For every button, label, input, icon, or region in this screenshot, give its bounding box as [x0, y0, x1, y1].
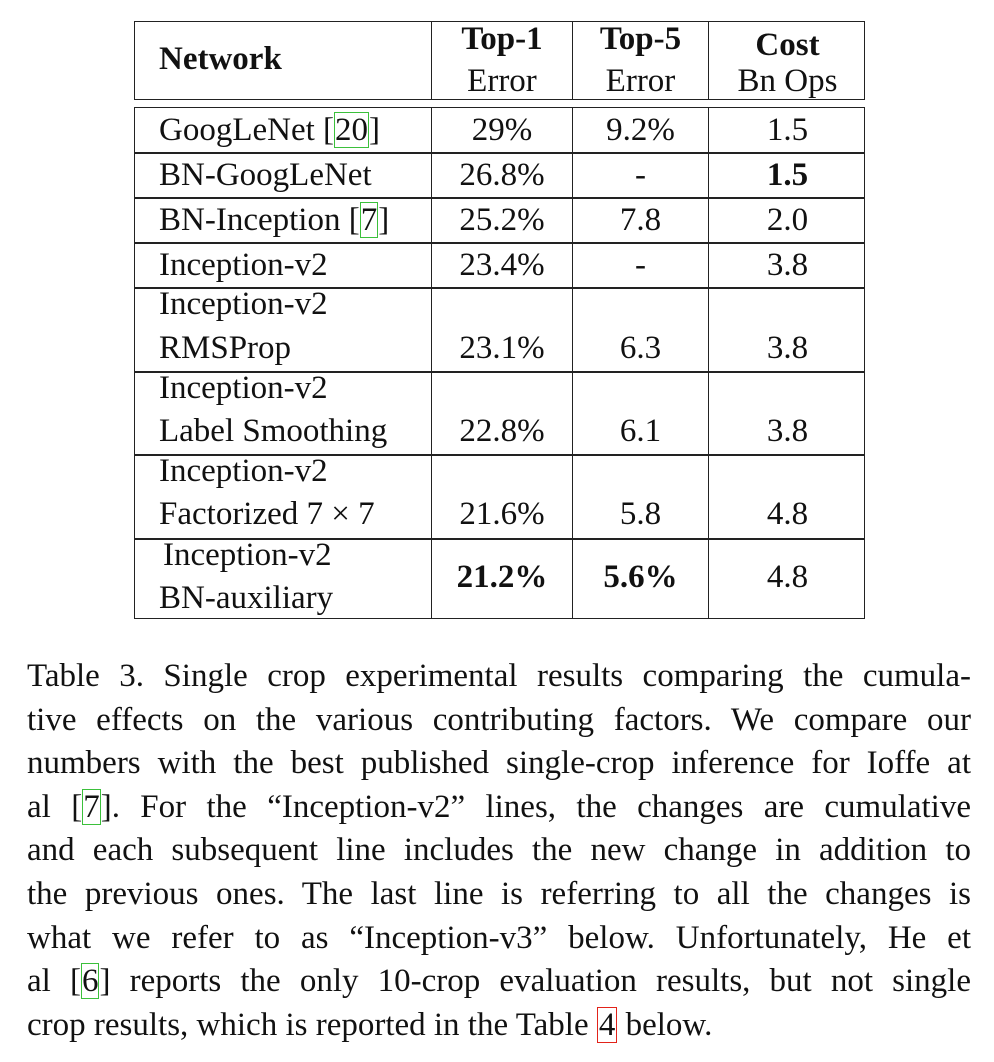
- header-top1-cell: [431, 22, 572, 99]
- network-cell: [135, 372, 431, 455]
- caption-line: tive effects on the various contributing factors. We compare our: [27, 701, 971, 738]
- table-row: [134, 287, 865, 373]
- top1-cell: [431, 243, 572, 288]
- table-row: [134, 242, 865, 289]
- header-network: Network: [159, 41, 282, 77]
- cost-cell: [708, 243, 866, 288]
- network-label: BN-Inception: [159, 202, 341, 238]
- caption-line: Table 3. Single crop experimental results comparing the cumula-: [27, 658, 971, 694]
- network-cell: [135, 153, 431, 198]
- cost-cell: [708, 372, 866, 455]
- top5-cell: [572, 153, 708, 198]
- network-name-line2: Label Smoothing: [159, 413, 388, 449]
- table-row: [134, 107, 865, 154]
- network-name: Inception-v2: [159, 247, 328, 283]
- top1-cell: [431, 372, 572, 455]
- header-top1-sub: Error: [467, 63, 537, 99]
- table-row: [134, 538, 865, 619]
- header-top5-title: Top-5: [599, 21, 682, 57]
- caption-line: and each subsequent line includes the new change in addition to: [27, 832, 971, 869]
- caption-text: al: [27, 788, 72, 825]
- top5-cell: [572, 243, 708, 288]
- header-cost-cell: [708, 22, 866, 99]
- network-cell: [135, 243, 431, 288]
- top5-cell: [572, 108, 708, 153]
- network-cell: [135, 198, 431, 243]
- cost-value: 3.8: [766, 413, 809, 449]
- top1-value: 22.8%: [459, 413, 545, 449]
- network-name-line1: Inception-v2: [159, 286, 328, 322]
- caption-text: al: [27, 963, 70, 1000]
- cost-value: 4.8: [766, 496, 809, 532]
- top5-cell: [572, 288, 708, 372]
- table-caption: [27, 655, 971, 1047]
- top1-cell: [431, 198, 572, 243]
- network-name: BN-Inception [7]: [159, 202, 390, 238]
- top5-value: 7.8: [619, 202, 662, 238]
- cost-value: 3.8: [766, 247, 809, 283]
- top1-cell: [431, 288, 572, 372]
- network-cell: [135, 108, 431, 153]
- network-name-line1: Inception-v2: [163, 537, 332, 573]
- network-cell: [135, 539, 431, 618]
- top1-value: 23.4%: [459, 247, 545, 283]
- cost-value: 2.0: [766, 202, 809, 238]
- top1-value: 25.2%: [459, 202, 545, 238]
- network-cell: [135, 455, 431, 539]
- header-cost-title: Cost: [755, 27, 820, 63]
- cost-value: 4.8: [766, 559, 809, 595]
- caption-text: crop results, which is reported in the Table: [27, 1006, 597, 1043]
- network-name-line2: BN-auxiliary: [159, 580, 334, 616]
- cost-cell: [708, 108, 866, 153]
- table-row: [134, 152, 865, 199]
- network-name-line1: Inception-v2: [159, 370, 328, 406]
- top5-cell: [572, 539, 708, 618]
- network-name-line2: Factorized 7 × 7: [159, 496, 375, 532]
- cost-value: 1.5: [766, 112, 809, 148]
- caption-text: reports the only 10-crop evaluation results, but not single: [110, 963, 971, 1000]
- network-cell: [135, 288, 431, 372]
- cost-cell: [708, 153, 866, 198]
- table-header-row: [134, 21, 865, 100]
- header-top5-cell: [572, 22, 708, 99]
- caption-line: what we refer to as “Inception-v3” below. Unfortunately, He et: [27, 919, 971, 956]
- citation-ref-link[interactable]: 20: [335, 112, 369, 148]
- top1-value: 29%: [471, 112, 533, 148]
- caption-line: al [7]. For the “Inception-v2” lines, the changes are cumulative: [27, 788, 971, 825]
- header-top5-sub: Error: [605, 63, 676, 99]
- network-name: BN-GoogLeNet: [159, 157, 372, 193]
- cost-cell: [708, 288, 866, 372]
- citation-ref-link[interactable]: 7: [360, 202, 378, 238]
- citation-ref-link[interactable]: 6: [81, 963, 99, 1000]
- top5-value: 6.3: [619, 330, 662, 366]
- table-ref-link[interactable]: 4: [598, 1006, 616, 1043]
- top1-cell: [431, 455, 572, 539]
- cost-cell: [708, 198, 866, 243]
- top5-value: 6.1: [619, 413, 662, 449]
- network-name-line1: Inception-v2: [159, 453, 328, 489]
- top5-value: -: [635, 157, 646, 193]
- caption-text: . For the “Inception-v2” lines, the changes are cumulative: [111, 788, 971, 825]
- top5-value: -: [635, 247, 646, 283]
- header-top1-title: Top-1: [461, 21, 543, 57]
- caption-text: below.: [617, 1006, 713, 1043]
- top5-cell: [572, 372, 708, 455]
- top1-cell: [431, 539, 572, 618]
- top1-cell: [431, 153, 572, 198]
- caption-line: al [6] reports the only 10-crop evaluation results, but not single: [27, 963, 971, 1000]
- network-name-line2: RMSProp: [159, 330, 292, 366]
- caption-line: numbers with the best published single-crop inference for Ioffe at: [27, 745, 971, 782]
- top1-value: 21.2%: [456, 559, 548, 595]
- caption-line: the previous ones. The last line is referring to all the changes is: [27, 875, 971, 912]
- top1-value: 23.1%: [459, 330, 545, 366]
- cost-cell: [708, 455, 866, 539]
- top5-cell: [572, 198, 708, 243]
- header-network-cell: [135, 22, 431, 99]
- cost-cell: [708, 539, 866, 618]
- table-row: [134, 454, 865, 540]
- top1-cell: [431, 108, 572, 153]
- caption-line: [27, 1004, 971, 1048]
- top5-cell: [572, 455, 708, 539]
- table-row: [134, 371, 865, 456]
- top1-value: 21.6%: [459, 496, 545, 532]
- cost-value: 1.5: [766, 157, 809, 193]
- top1-value: 26.8%: [459, 157, 545, 193]
- header-cost-sub: Bn Ops: [737, 63, 838, 99]
- table-row: [134, 197, 865, 244]
- cost-value: 3.8: [766, 330, 809, 366]
- top5-value: 5.6%: [603, 559, 678, 595]
- top5-value: 5.8: [619, 496, 662, 532]
- network-label: GoogLeNet: [159, 112, 315, 148]
- citation-ref-link[interactable]: 7: [83, 788, 100, 825]
- network-name: GoogLeNet [20]: [159, 112, 381, 148]
- top5-value: 9.2%: [606, 112, 675, 148]
